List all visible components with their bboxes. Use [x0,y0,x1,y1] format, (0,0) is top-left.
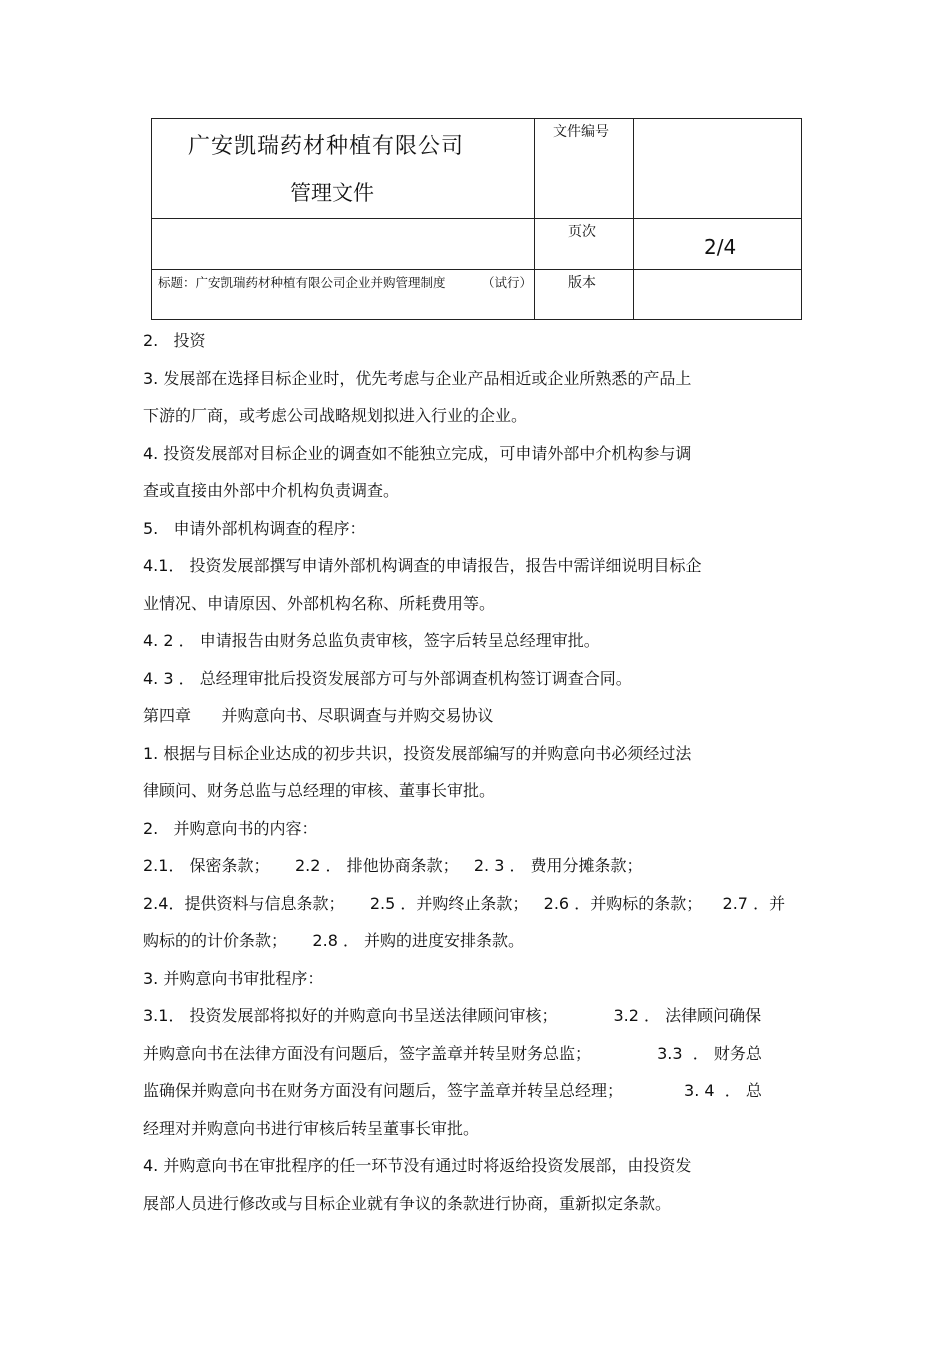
text-line: 2.1． 保密条款； 2.2 ． 排他协商条款； 2. 3 ． 费用分摊条款； [143,856,643,875]
chapter-heading: 第四章 并购意向书、尽职调查与并购交易协议 [143,706,494,725]
document-header-table [151,118,802,320]
version-value-cell [634,270,802,320]
text-line: 4. 2 ． 申请报告由财务总监负责审核，签字后转呈总经理审批。 [143,631,600,650]
page-value-cell [634,219,802,270]
version-label-cell [535,270,634,320]
text-line: 2. 并购意向书的内容： [143,818,318,838]
text-line: 律顾问、财务总监与总经理的审核、董事长审批。 [143,781,496,800]
document-title-suffix: （试行） [482,275,533,290]
version-label: 版本 [568,275,596,291]
doc-no-value-cell [634,119,802,219]
page-label-cell [535,219,634,270]
doc-no-label-cell [535,119,634,219]
page-value: 2/4 [704,235,737,259]
text-line: 业情况、申请原因、外部机构名称、所耗费用等。 [143,593,496,613]
text-line: 2. 投资 [143,331,206,350]
text-line: 展部人员进行修改或与目标企业就有争议的条款进行协商，重新拟定条款。 [143,1193,672,1213]
text-line: 3. 发展部在选择目标企业时，优先考虑与企业产品相近或企业所熟悉的产品上 [143,368,692,388]
title-cell [152,270,535,320]
text-line: 5. 申请外部机构调查的程序： [143,518,366,538]
page-label: 页次 [568,224,596,240]
doc-no-label: 文件编号 [553,124,609,140]
company-name: 广安凯瑞药材种植有限公司 [188,134,465,159]
text-line: 经理对并购意向书进行审核后转呈董事长审批。 [143,1118,480,1138]
text-line: 4. 投资发展部对目标企业的调查如不能独立完成，可申请外部中介机构参与调 [143,443,692,463]
text-line: 4. 3 ． 总经理审批后投资发展部方可与外部调查机构签订调查合同。 [143,668,632,688]
text-line: 1. 根据与目标企业达成的初步共识，投资发展部编写的并购意向书必须经过法 [143,743,692,763]
text-line: 查或直接由外部中介机构负责调查。 [143,481,400,500]
text-line: 下游的厂商，或考虑公司战略规划拟进入行业的企业。 [143,406,528,425]
blank-cell [152,219,535,270]
text-line: 4. 并购意向书在审批程序的任一环节没有通过时将返给投资发展部，由投资发 [143,1156,692,1175]
document-type: 管理文件 [290,181,374,205]
document-body [143,322,808,1222]
text-line: 4.1． 投资发展部撰写申请外部机构调查的申请报告，报告中需详细说明目标企 [143,556,702,575]
document-title: 标题：广安凯瑞药材种植有限公司企业并购管理制度 [158,275,446,290]
text-line: 3.1． 投资发展部将拟好的并购意向书呈送法律顾问审核； 3.2 ． 法律顾问确保 [143,1006,762,1025]
text-line: 3. 并购意向书审批程序： [143,968,324,988]
text-line: 监确保并购意向书在财务方面没有问题后，签字盖章并转呈总经理； 3. 4 ． 总 [143,1081,762,1100]
text-line: 2.4．提供资料与信息条款； 2.5 ．并购终止条款； 2.6 ．并购标的条款； 2.7 ．并 [143,893,786,913]
company-cell [152,119,535,219]
text-line: 并购意向书在法律方面没有问题后，签字盖章并转呈财务总监； 3.3 ． 财务总 [143,1043,762,1063]
text-line: 购标的的计价条款； 2.8 ． 并购的进度安排条款。 [143,931,525,950]
